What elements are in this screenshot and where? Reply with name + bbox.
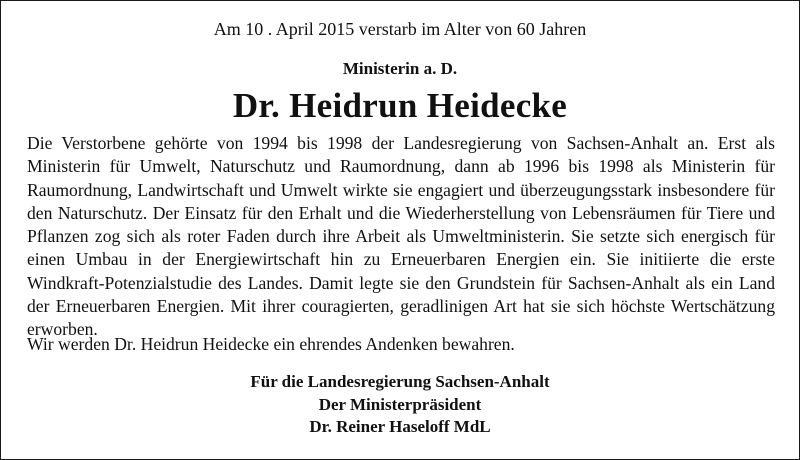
signature-title: Der Ministerpräsident xyxy=(318,394,482,414)
deceased-name: Dr. Heidrun Heidecke xyxy=(232,86,568,125)
former-role-title: Ministerin a. D. xyxy=(342,59,458,78)
tribute-paragraph: Die Verstorbene gehörte von 1994 bis 1998 der Landesregierung von Sachsen-Anhalt an. Erst als Ministerin für Umwelt, Naturschutz und Raumordnung, dann ab 1996 bis 1998 als Ministerin für Raumordnung, Landwirtschaft und Umwelt wirkte sie engagiert und überzeugungsstark insbesondere für den Naturschutz. Der Einsatz für den Erhalt und die Wiederherstellung von Lebensräumen für Tiere und Pflanzen zog sich als roter Faden durch ihre Arbeit als Umweltministerin. Sie setzte sich energisch für einen Umbau in der Energiewirtschaft hin zu Erneuerbaren Energien ein. Sie initiierte die erste Windkraft-Potenzialstudie des Landes. Damit legte sie den Grundstein für Sachsen-Anhalt als ein Land der Erneuerbaren Energien. Mit ihrer couragierten, geradlinigen Art hat sie sich höchste Wertschätzung erworben. xyxy=(27,133,775,340)
signature-organization: Für die Landesregierung Sachsen-Anhalt xyxy=(250,372,550,391)
closing-remembrance: Wir werden Dr. Heidrun Heidecke ein ehrendes Andenken bewahren. xyxy=(27,334,515,354)
signature-block xyxy=(1,371,799,439)
signature-name: Dr. Reiner Haseloff MdL xyxy=(309,417,491,436)
death-announcement-line: Am 10 . April 2015 verstarb im Alter von 60 Jahren xyxy=(213,19,587,39)
